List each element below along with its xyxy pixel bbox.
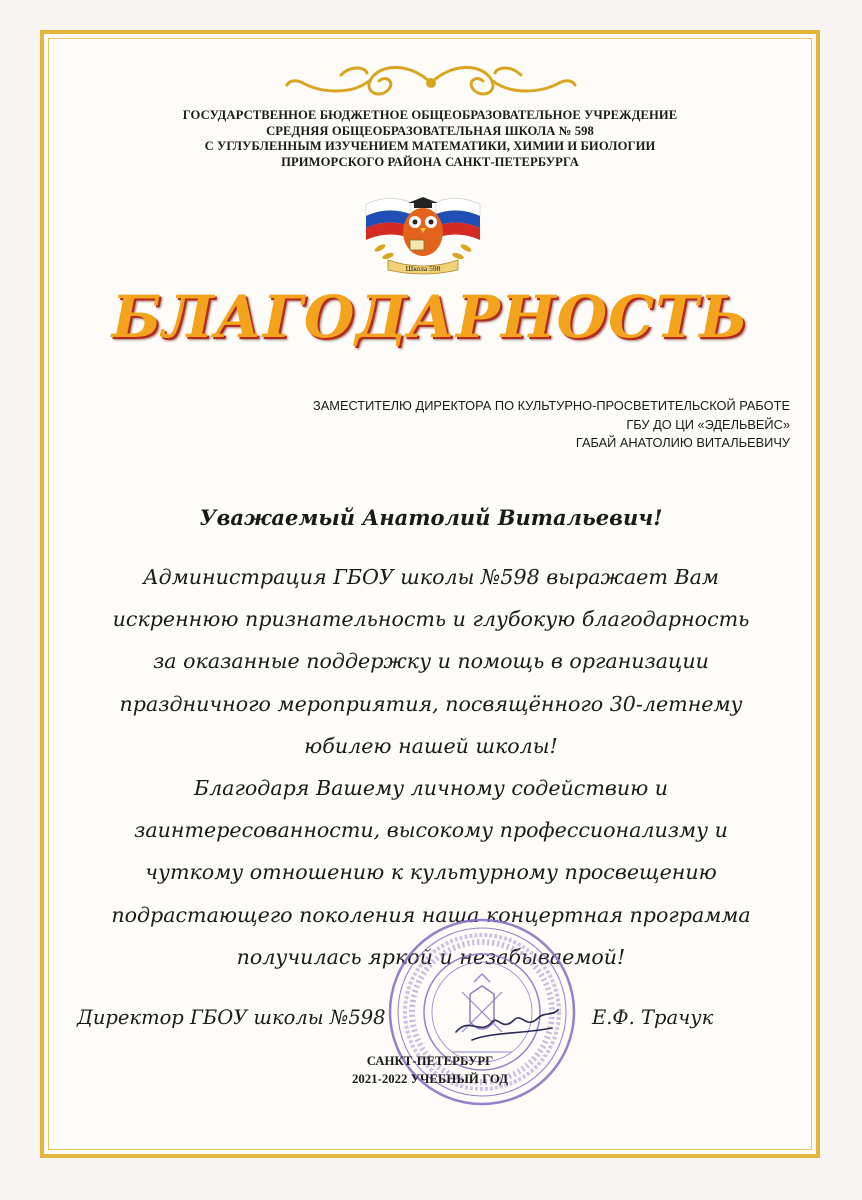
recipient-line: ГАБАЙ АНАТОЛИЮ ВИТАЛЬЕВИЧУ [575, 435, 790, 451]
body-line: за оказанные поддержку и помощь в организации [153, 649, 709, 674]
institution-header [100, 108, 760, 170]
school-emblem [358, 186, 488, 278]
body-line: Благодаря Вашему личному содействию и [193, 776, 669, 801]
body-line: подрастающего поколения наша концертная программа [111, 902, 751, 927]
institution-line: С УГЛУБЛЕННЫМ ИЗУЧЕНИЕМ МАТЕМАТИКИ, ХИМИИ И БИОЛОГИИ [204, 139, 656, 153]
handwritten-signature-icon [452, 1002, 562, 1050]
footer-city: САНКТ-ПЕТЕРБУРГ [366, 1054, 494, 1068]
institution-line: ГОСУДАРСТВЕННОЕ БЮДЖЕТНОЕ ОБЩЕОБРАЗОВАТЕЛЬНОЕ УЧРЕЖДЕНИЕ [182, 108, 678, 122]
body-line: заинтересованности, высокому профессионализму и [134, 818, 728, 843]
greeting: Уважаемый Анатолий Витальевич! [199, 505, 663, 530]
institution-line: СРЕДНЯЯ ОБЩЕОБРАЗОВАТЕЛЬНАЯ ШКОЛА № 598 [266, 123, 594, 138]
ribbon-text: Школа 598 [405, 264, 441, 273]
body-line: юбилею нашей школы! [304, 733, 558, 758]
recipient-line: ГБУ ДО ЦИ «ЭДЕЛЬВЕЙС» [626, 416, 790, 432]
body-line: получилась яркой и незабываемой! [236, 944, 626, 969]
director-title: Директор ГБОУ школы №598 [77, 1006, 386, 1029]
footer-block [230, 1052, 630, 1088]
body-line: искреннюю признательность и глубокую благодарность [112, 607, 750, 632]
certificate-title: БЛАГОДАРНОСТЬ [111, 283, 749, 351]
body-line: праздничного мероприятия, посвящённого 30-летнему [119, 691, 743, 716]
gold-ornament [281, 55, 581, 105]
recipient-line: ЗАМЕСТИТЕЛЮ ДИРЕКТОРА ПО КУЛЬТУРНО-ПРОСВЕТИТЕЛЬСКОЙ РАБОТЕ [313, 398, 790, 413]
body-line: чуткому отношению к культурному просвещению [145, 860, 717, 885]
body-line: Администрация ГБОУ школы №598 выражает Вам [143, 565, 719, 589]
institution-line: ПРИМОРСКОГО РАЙОНА САНКТ-ПЕТЕРБУРГА [281, 154, 579, 169]
footer-year: 2021-2022 УЧЕБНЫЙ ГОД [351, 1072, 509, 1086]
director-name: Е.Ф. Трачук [592, 1006, 714, 1029]
recipient-block [200, 397, 790, 453]
